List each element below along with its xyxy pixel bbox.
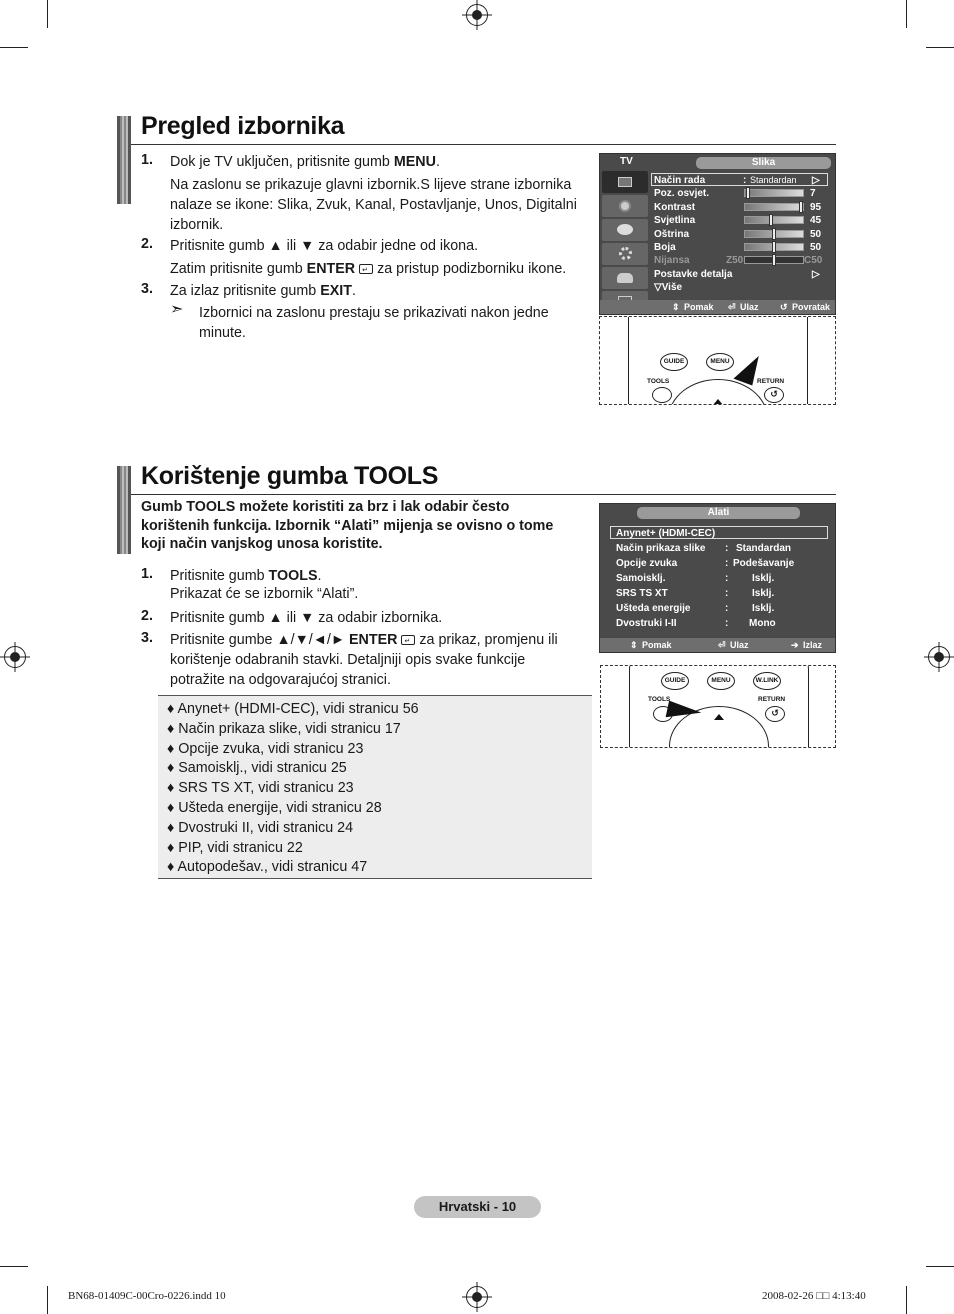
guide-button[interactable]: GUIDE bbox=[660, 353, 688, 371]
crop-mark bbox=[926, 47, 954, 48]
step-number: 2. bbox=[141, 608, 153, 624]
step-number: 1. bbox=[141, 566, 153, 582]
guide-button[interactable]: GUIDE bbox=[661, 672, 689, 690]
section-title: Korištenje gumba TOOLS bbox=[141, 462, 439, 490]
footer-file: BN68-01409C-00Cro-0226.indd 10 bbox=[68, 1290, 226, 1302]
menu-row-separator: : bbox=[725, 618, 729, 629]
menu-row-value: Standardan bbox=[750, 175, 797, 185]
level-slider bbox=[744, 203, 804, 211]
input-icon bbox=[602, 267, 648, 289]
enter-icon: ⏎ bbox=[728, 302, 736, 312]
menu-row-value: Z50 bbox=[726, 255, 744, 267]
slider-knob bbox=[769, 214, 773, 226]
submenu-arrow-icon: ▷ bbox=[812, 268, 820, 280]
slider-knob bbox=[772, 241, 776, 253]
menu-row-value: 50 bbox=[810, 242, 822, 253]
step-number: 1. bbox=[141, 152, 153, 168]
remote-illustration bbox=[599, 316, 836, 405]
reference-item: ♦ Ušteda energije, vidi stranicu 28 bbox=[167, 800, 382, 816]
step-text: Zatim pritisnite gumb ENTER ↵ za pristup podizborniku ikone. bbox=[170, 261, 567, 277]
step-text: Na zaslonu se prikazuje glavni izbornik.S lijeve strane izbornika nalaze se ikone: Slika, Zvuk, Kanal, Postavljanje, Unos, Digitalni izbornik. bbox=[170, 177, 577, 233]
tools-menu bbox=[599, 503, 836, 653]
return-button[interactable]: ↺ bbox=[764, 387, 784, 403]
step-text: Dok je TV uključen, pritisnite gumb MENU. bbox=[170, 154, 440, 170]
crop-mark bbox=[47, 0, 48, 28]
registration-mark-icon bbox=[466, 4, 488, 26]
menu-row-label: ▽Više bbox=[654, 282, 683, 294]
step-number: 2. bbox=[141, 236, 153, 252]
slider-knob bbox=[746, 187, 750, 199]
section-marker bbox=[117, 116, 131, 204]
reference-item: ♦ Anynet+ (HDMI-CEC), vidi stranicu 56 bbox=[167, 701, 419, 717]
remote-illustration bbox=[600, 665, 836, 748]
tools-label: TOOLS bbox=[647, 378, 670, 385]
menu-title: Slika bbox=[696, 157, 831, 169]
channel-icon bbox=[602, 219, 648, 241]
menu-row-value: Isklj. bbox=[752, 573, 775, 584]
move-icon: ⇕ bbox=[672, 302, 680, 312]
tv-picture-menu bbox=[599, 153, 836, 315]
menu-row-label: Anynet+ (HDMI-CEC) bbox=[616, 528, 716, 539]
menu-row-label: Dvostruki I-II bbox=[616, 618, 677, 629]
menu-row-value: Standardan bbox=[736, 543, 792, 554]
step-text: Pritisnite gumb ▲ ili ▼ za odabir izbornika. bbox=[170, 610, 443, 626]
step-text: Za izlaz pritisnite gumb EXIT. bbox=[170, 283, 356, 299]
step-number: 3. bbox=[141, 281, 153, 297]
section-marker bbox=[117, 466, 131, 554]
menu-row-value: 95 bbox=[810, 201, 822, 213]
menu-row-separator: : bbox=[725, 603, 729, 614]
arrow-up-icon bbox=[714, 714, 724, 720]
menu-row-value: C50 bbox=[804, 255, 823, 267]
menu-row-label: Nijansa bbox=[654, 255, 690, 267]
step-text: Pritisnite gumb ▲ ili ▼ za odabir jedne od ikona. bbox=[170, 238, 479, 254]
menu-tv-label: TV bbox=[620, 156, 633, 167]
reference-item: ♦ Samoisklj., vidi stranicu 25 bbox=[167, 760, 347, 777]
reference-item: ♦ Opcije zvuka, vidi stranicu 23 bbox=[167, 740, 364, 757]
slider-knob bbox=[772, 228, 776, 240]
registration-mark-icon bbox=[4, 646, 26, 668]
menu-row-label: Ušteda energije bbox=[616, 603, 691, 614]
step-text: Pritisnite gumbe ▲/▼/◄/► ENTER ↵ za prikaz, promjenu ili korištenje odabranih stavki. Detaljniji opis svake funkcije potražite na odgovarajućoj stranici. bbox=[170, 632, 558, 688]
menu-row-label: Svjetlina bbox=[654, 215, 696, 227]
menu-row-value: Podešavanje bbox=[733, 558, 795, 569]
menu-row-label: Opcije zvuka bbox=[616, 558, 678, 569]
step-number: 3. bbox=[141, 630, 153, 646]
note-text: Izbornici na zaslonu prestaju se prikazivati nakon jedne minute. bbox=[199, 305, 549, 341]
crop-mark bbox=[906, 1286, 907, 1314]
submenu-arrow-icon: ▷ bbox=[812, 175, 820, 186]
crop-mark bbox=[0, 47, 28, 48]
section-rule bbox=[131, 144, 836, 145]
menu-row-label: Način rada bbox=[654, 175, 706, 186]
reference-item: ♦ Dvostruki II, vidi stranicu 24 bbox=[167, 819, 354, 836]
wlink-button[interactable]: W.LINK bbox=[753, 672, 781, 690]
enter-icon: ↵ bbox=[359, 264, 373, 274]
menu-row-label: Kontrast bbox=[654, 201, 696, 213]
menu-row-separator: : bbox=[725, 573, 729, 584]
return-icon: ↺ bbox=[780, 302, 788, 312]
step-text: Pritisnite gumb TOOLS. bbox=[170, 568, 322, 584]
menu-row-value: 45 bbox=[810, 215, 822, 227]
return-label: RETURN bbox=[757, 378, 785, 385]
menu-row-label: Način prikaza slike bbox=[616, 543, 706, 554]
arrow-up-icon bbox=[713, 399, 723, 405]
intro-text: Gumb TOOLS možete koristiti za brz i lak odabir često korištenih funkcija. Izbornik “Alati” mijenja se ovisno o tome koji način vanjskog unosa koristite. bbox=[141, 499, 554, 552]
menu-row-label: Poz. osvjet. bbox=[654, 188, 710, 200]
picture-icon bbox=[602, 171, 648, 193]
note-arrow-icon: ➣ bbox=[170, 301, 184, 318]
section-rule bbox=[131, 494, 836, 495]
crop-mark bbox=[926, 1266, 954, 1267]
setup-icon bbox=[602, 243, 648, 265]
reference-item: ♦ PIP, vidi stranicu 22 bbox=[167, 839, 303, 856]
menu-footer: ⇕ Pomak ⏎ Ulaz ➔ Izlaz bbox=[600, 638, 835, 652]
enter-icon: ⏎ bbox=[718, 640, 726, 650]
return-button[interactable]: ↺ bbox=[765, 706, 785, 722]
menu-button[interactable]: MENU bbox=[706, 353, 734, 371]
menu-row-value: Isklj. bbox=[752, 603, 775, 614]
step-text: Prikazat će se izbornik “Alati”. bbox=[170, 586, 359, 602]
menu-title: Alati bbox=[637, 507, 800, 519]
enter-icon: ↵ bbox=[401, 635, 415, 645]
menu-row-value: Mono bbox=[749, 618, 776, 629]
menu-row-label: Samoisklj. bbox=[616, 573, 666, 584]
crop-mark bbox=[906, 0, 907, 28]
reference-item: ♦ Autopodešav., vidi stranicu 47 bbox=[167, 859, 368, 876]
sound-icon bbox=[602, 195, 648, 217]
menu-row-label: Oštrina bbox=[654, 228, 690, 240]
reference-item: ♦ Način prikaza slike, vidi stranicu 17 bbox=[167, 720, 401, 737]
crop-mark bbox=[47, 1286, 48, 1314]
menu-row-value: 50 bbox=[810, 228, 822, 240]
footer-date: 2008-02-26 □□ 4:13:40 bbox=[762, 1290, 866, 1302]
return-label: RETURN bbox=[758, 696, 786, 703]
reference-list bbox=[158, 695, 592, 879]
menu-button[interactable]: MENU bbox=[707, 672, 735, 690]
menu-row-label: Postavke detalja bbox=[654, 268, 733, 280]
registration-mark-icon bbox=[466, 1286, 488, 1308]
menu-row-value: Isklj. bbox=[752, 588, 775, 599]
move-icon: ⇕ bbox=[630, 640, 638, 650]
level-slider bbox=[744, 216, 804, 224]
menu-row-label: Boja bbox=[654, 242, 676, 253]
menu-row-separator: : bbox=[725, 558, 729, 569]
page-number-badge: Hrvatski - 10 bbox=[414, 1196, 541, 1218]
menu-row-separator: : bbox=[725, 588, 729, 599]
level-slider bbox=[744, 189, 804, 197]
menu-row-label: SRS TS XT bbox=[616, 588, 668, 599]
menu-footer: ⇕ Pomak ⏎ Ulaz ↺ Povratak bbox=[600, 300, 835, 314]
menu-row-separator: : bbox=[725, 543, 729, 554]
tools-button[interactable] bbox=[652, 387, 672, 403]
reference-item: ♦ SRS TS XT, vidi stranicu 23 bbox=[167, 780, 354, 797]
menu-row-value: 7 bbox=[810, 188, 816, 200]
registration-mark-icon bbox=[928, 646, 950, 668]
section-title: Pregled izbornika bbox=[141, 112, 345, 140]
crop-mark bbox=[0, 1266, 28, 1267]
exit-icon: ➔ bbox=[791, 640, 799, 650]
slider-knob bbox=[772, 254, 776, 266]
slider-knob bbox=[799, 201, 803, 213]
menu-row-separator: : bbox=[743, 175, 747, 186]
tools-label: TOOLS bbox=[648, 696, 671, 703]
